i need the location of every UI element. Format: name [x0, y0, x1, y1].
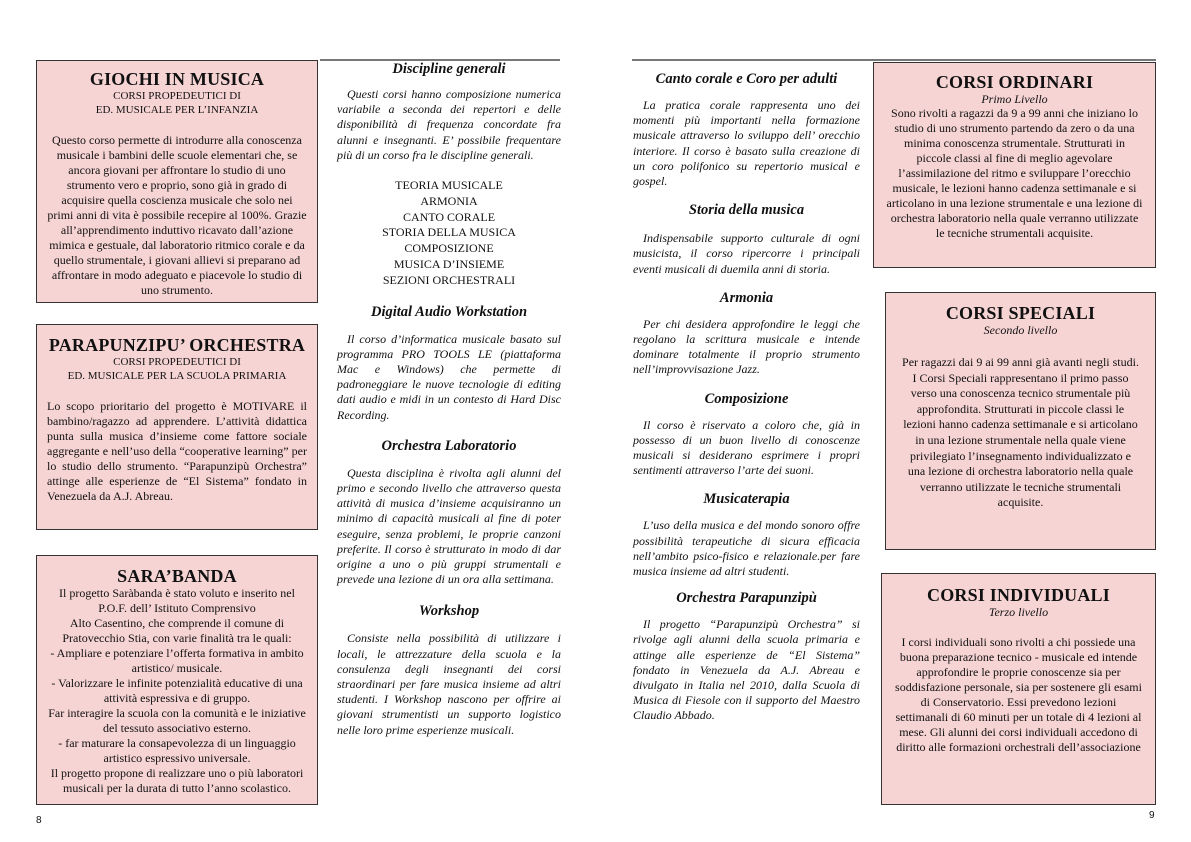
sarabanda-line-2: Alto Casentino, che comprende il comune di Pratovecchio Stia, con varie finalità tra le quali:	[62, 616, 292, 645]
sarabanda-line-4: - Valorizzare le infinite potenzialità educative di una attività espressiva e di gruppo.	[51, 676, 303, 705]
discipline-item-insieme: MUSICA D’INSIEME	[393, 257, 505, 271]
parapunzipu-sub1: CORSI PROPEDEUTICI DI	[113, 356, 241, 368]
parapunzipu-sub2: ED. MUSICALE PER LA SCUOLA PRIMARIA	[67, 370, 287, 382]
orchestra-lab-heading: Orchestra Laboratorio	[381, 437, 517, 454]
armonia-text: Per chi desidera approfondire le leggi che regolano la scrittura musicale e intende dominare totalmente il proprio strumento nell’improvvisazione Jazz.	[633, 316, 860, 377]
giochi-box	[36, 60, 318, 303]
top-rule-right	[632, 59, 1156, 61]
speciali-text: Per ragazzi dai 9 ai 99 anni già avanti negli studi. I Corsi Speciali rappresentano il primo passo verso una conoscenza tecnico strumentale più approfondita. Strutturati in piccole classi le lezioni hanno cadenza settimanale e si articolano in una lezione strumentale nella quale viene privilegiato l’insegnamento individualizzato e una lezione di orchestra laboratorio nella quale verranno utilizzate le tecniche strumentali acquisite.	[902, 355, 1139, 510]
individuali-box	[881, 573, 1156, 805]
individuali-title: CORSI INDIVIDUALI	[927, 585, 1110, 605]
storia-text: Indispensabile supporto culturale di ogni musicista, il corso ripercorre i principali eventi musicali di duemila anni di storia.	[633, 231, 860, 276]
discipline-item-composizione: COMPOSIZIONE	[404, 241, 494, 256]
discipline-item-armonia: ARMONIA	[420, 193, 478, 208]
speciali-title: CORSI SPECIALI	[945, 303, 1096, 323]
sarabanda-line-1: Il progetto Saràbanda è stato voluto e inserito nel P.O.F. dell’ Istituto Comprensivo	[59, 586, 295, 615]
individuali-text: I corsi individuali sono rivolti a chi possiede una buona preparazione tecnico - musicale ed intende approfondire le proprie conoscenze sia per soddisfazione personale, sia per sostenere gli esami di Conservatorio. Essi prevedono lezioni settimanali di 60 minuti per un totale di 4 lezioni al mese. Gli alunni dei corsi individuali accedono di diritto alle formazioni orchestrali dell’associazione	[895, 635, 1142, 754]
ordinari-subtitle: Primo Livello	[981, 92, 1048, 106]
page-number-right: 9	[1149, 810, 1155, 821]
armonia-heading: Armonia	[719, 289, 774, 306]
giochi-sub2: ED. MUSICALE PER L’INFANZIA	[95, 104, 259, 116]
speciali-subtitle: Secondo livello	[983, 323, 1058, 337]
sarabanda-title: SARA’BANDA	[117, 566, 237, 586]
discipline-item-canto: CANTO CORALE	[402, 209, 496, 224]
daw-heading: Digital Audio Workstation	[370, 303, 528, 320]
ordinari-text: Sono rivolti a ragazzi da 9 a 99 anni che iniziano lo studio di uno strumento partendo da zero o da una minima conoscenza strumentale. Strutturati in piccole classi al fine di meglio agevolare l’assimilazione del ritmo e sviluppare l’orecchio musicale, le lezioni hanno cadenza settimanale e si articolano in una lezione strumentale e una lezione di orchestra laboratorio nella quale verranno utilizzate le tecniche strumentali acquisite.	[886, 106, 1143, 240]
discipline-text: Questi corsi hanno composizione numerica variabile a seconda dei repertori e delle disponibilità di frequenza concordate fra alunni e insegnanti. E’ possibile frequentare più di un corso fra le discipline generali.	[337, 87, 561, 162]
discipline-item-sezioni: SEZIONI ORCHESTRALI	[382, 272, 516, 287]
workshop-text: Consiste nella possibilità di utilizzare i locali, le attrezzature della scuola e la consulenza degli insegnanti dei corsi straordinari per fare musica insieme ad altri studenti. I Workshop nascono per offrire ai giovani strumentisti un supporto logistico nelle loro prime esperienze musicali.	[337, 631, 561, 737]
giochi-text: Questo corso permette di introdurre alla conoscenza musicale i bambini delle scuole elementari che, se ancora giovani per affrontare lo studio di uno strumento vero e proprio, sono già in grado di acquisire quella coscienza musicale che solo nei primi anni di vita è possibile recepire al 100%. Grazie all’apprendimento induttivo ricavato dall’azione mimica e gestuale, dal laboratorio ritmico corale e da quello strumentale, i giovani allievi si preparano ad affrontare in modo adeguato e piacevole lo studio di uno strumento.	[47, 133, 307, 297]
daw-text: Il corso d’informatica musicale basato sul programma PRO TOOLS LE (piattaforma Mac e Windows) che permette di padroneggiare le nuove tecnologie di editing dati audio e midi in un contesto di Hard Disc Recording.	[337, 331, 561, 422]
ordinari-box	[873, 62, 1156, 268]
sarabanda-line-3: - Ampliare e potenziare l’offerta formativa in ambito artistico/ musicale.	[50, 646, 304, 675]
musicaterapia-text: L’uso della musica e del mondo sonoro offre possibilità terapeutiche di sicura efficacia nell’ambito psico-fisico e relazionale.per fare musica insieme ad altri studenti.	[633, 518, 860, 579]
storia-heading: Storia della musica	[688, 202, 805, 219]
sarabanda-line-7: Il progetto propone di realizzare uno o più laboratori musicali per la durata di tutto l’anno scolastico.	[50, 766, 304, 795]
workshop-heading: Workshop	[418, 603, 480, 620]
right-text-column	[633, 70, 860, 724]
giochi-title: GIOCHI IN MUSICA	[89, 69, 265, 89]
giochi-sub1: CORSI PROPEDEUTICI DI	[113, 90, 241, 102]
discipline-item-storia: STORIA DELLA MUSICA	[382, 225, 516, 240]
parapunzipu-box	[36, 324, 318, 530]
orchestra-parapunzipu-text: Il progetto “Parapunzipù Orchestra” si rivolge agli alunni della scuola primaria e attinge alle esperienze de “El Sistema” fondato in Venezuela da A.J. Abreau e divulgato in Italia nel 2010, dalla Scuola di Musica di Fiesole con il supporto del Maestro Claudio Abbado.	[633, 617, 860, 723]
ordinari-title: CORSI ORDINARI	[935, 72, 1094, 92]
discipline-item-teoria: TEORIA MUSICALE	[395, 178, 503, 193]
orchestra-lab-text: Questa disciplina è rivolta agli alunni del primo e secondo livello che attraverso questa attività di musica d’insieme acquisiranno un minimo di capacità musicali al fine di poter eseguire, senza problemi, le proprie canzoni preferite. Il corso è strutturato in modo di dar origine a uno o più gruppi strumentali e prevede una lezione di un ora alla settimana.	[337, 465, 561, 587]
speciali-box	[885, 292, 1156, 550]
canto-heading: Canto corale e Coro per adulti	[655, 71, 838, 87]
orchestra-parapunzipu-heading: Orchestra Parapunzipù	[676, 590, 817, 607]
parapunzipu-text: Lo scopo prioritario del progetto è MOTIVARE il bambino/ragazzo ad apprendere. L’attività didattica punta sulla musica d’insieme come fattore sociale aggregante e nell’uso della “cooperative learning” per lo studio dello strumento. “Parapunzipù Orchestra” attinge alle esperienze de “El Sistema” fondato in Venezuela da A.J. Abreau.	[47, 399, 307, 503]
discipline-column	[337, 60, 561, 738]
sarabanda-box	[36, 555, 318, 805]
parapunzipu-title: PARAPUNZIPU’ ORCHESTRA	[48, 335, 306, 355]
composizione-heading: Composizione	[704, 390, 789, 407]
musicaterapia-heading: Musicaterapia	[703, 491, 790, 508]
sarabanda-line-6: - far maturare la consapevolezza di un linguaggio artistico espressivo universale.	[58, 736, 296, 765]
page-number-left: 8	[36, 815, 42, 826]
sarabanda-line-5: Far interagire la scuola con la comunità e le iniziative del tessuto associativo esterno.	[48, 706, 306, 735]
composizione-text: Il corso è riservato a coloro che, già in possesso di un buon livello di conoscenze musicali si desiderano esprimere i propri sentimenti attraverso l’arte dei suoni.	[633, 417, 860, 478]
discipline-heading: Discipline generali	[392, 61, 506, 77]
canto-text: La pratica corale rappresenta uno dei momenti più importanti nella formazione musicale attraverso lo sviluppo dell’ orecchio interiore. Il corso è basato sulla creazione di un coro polifonico su repertorio musical e gospel.	[633, 98, 860, 189]
individuali-subtitle: Terzo livello	[988, 605, 1049, 619]
